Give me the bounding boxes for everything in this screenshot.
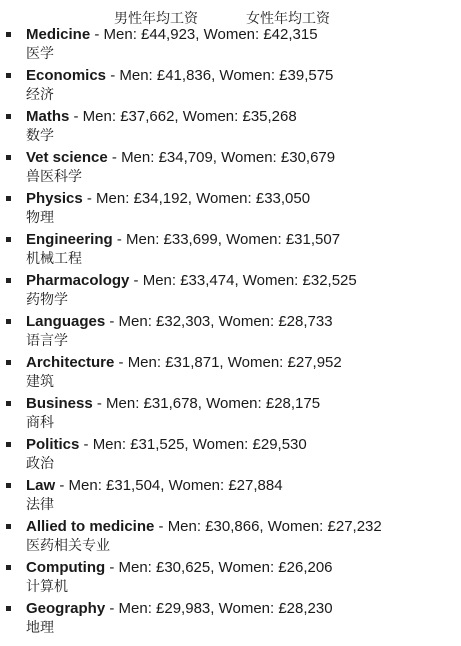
subject-chinese-name: 物理 <box>26 210 54 226</box>
salary-figures: - Men: £32,303, Women: £28,733 <box>105 313 333 330</box>
subject-chinese-name: 医学 <box>26 46 54 62</box>
subject-salary-line <box>26 25 461 45</box>
subject-name: Business <box>26 395 93 412</box>
subject-chinese-name: 医药相关专业 <box>26 538 110 554</box>
subject-name: Computing <box>26 559 106 576</box>
subject-name: Languages <box>26 313 106 330</box>
list-item <box>0 66 461 107</box>
list-item <box>0 517 461 558</box>
salary-figures: - Men: £30,866, Women: £27,232 <box>154 518 382 535</box>
subject-name: Economics <box>26 67 107 84</box>
bullet-icon <box>6 32 11 37</box>
salary-figures: - Men: £30,625, Women: £26,206 <box>105 559 333 576</box>
bullet-icon <box>6 483 11 488</box>
bullet-icon <box>6 73 11 78</box>
subject-salary-line <box>26 148 461 168</box>
salary-figures: - Men: £33,699, Women: £31,507 <box>112 231 341 248</box>
list-item <box>0 189 461 230</box>
subject-name: Geography <box>26 600 106 617</box>
subject-name: Politics <box>26 436 80 453</box>
salary-figures: - Men: £31,525, Women: £29,530 <box>79 436 307 453</box>
salary-figures: - Men: £31,678, Women: £28,175 <box>92 395 321 412</box>
salary-figures: - Men: £31,871, Women: £27,952 <box>114 354 342 371</box>
bullet-icon <box>6 319 11 324</box>
salary-figures: - Men: £31,504, Women: £27,884 <box>55 477 283 494</box>
subject-salary-line <box>26 107 461 127</box>
bullet-icon <box>6 155 11 160</box>
bullet-icon <box>6 442 11 447</box>
subject-salary-line <box>26 476 461 496</box>
list-item <box>0 353 461 394</box>
list-item <box>0 148 461 189</box>
salary-figures: - Men: £34,192, Women: £33,050 <box>82 190 311 207</box>
subject-salary-line <box>26 517 461 537</box>
list-item <box>0 25 461 66</box>
subject-salary-line <box>26 394 461 414</box>
subject-salary-line <box>26 599 461 619</box>
subject-salary-list <box>0 25 461 640</box>
subject-salary-line <box>26 312 461 332</box>
list-item <box>0 599 461 640</box>
salary-figures: - Men: £37,662, Women: £35,268 <box>69 108 297 125</box>
subject-salary-line <box>26 353 461 373</box>
bullet-icon <box>6 237 11 242</box>
subject-name: Medicine <box>26 26 91 43</box>
bullet-icon <box>6 401 11 406</box>
subject-chinese-name: 地理 <box>26 620 54 636</box>
list-item <box>0 312 461 353</box>
subject-chinese-name: 兽医科学 <box>26 169 82 185</box>
subject-name: Architecture <box>26 354 115 371</box>
bullet-icon <box>6 196 11 201</box>
subject-salary-line <box>26 230 461 250</box>
salary-figures: - Men: £29,983, Women: £28,230 <box>105 600 333 617</box>
subject-name: Allied to medicine <box>26 518 155 535</box>
bullet-icon <box>6 114 11 119</box>
salary-figures: - Men: £33,474, Women: £32,525 <box>129 272 357 289</box>
subject-chinese-name: 法律 <box>26 497 54 513</box>
subject-chinese-name: 机械工程 <box>26 251 82 267</box>
list-item <box>0 271 461 312</box>
list-item <box>0 435 461 476</box>
subject-salary-line <box>26 271 461 291</box>
salary-figures: - Men: £41,836, Women: £39,575 <box>106 67 334 84</box>
salary-figures: - Men: £34,709, Women: £30,679 <box>107 149 336 166</box>
women-salary-header: 女性年均工资 <box>246 11 330 27</box>
subject-salary-line <box>26 189 461 209</box>
salary-figures: - Men: £44,923, Women: £42,315 <box>90 26 318 43</box>
bullet-icon <box>6 360 11 365</box>
subject-chinese-name: 计算机 <box>26 579 68 595</box>
men-salary-header: 男性年均工资 <box>114 11 198 27</box>
subject-chinese-name: 建筑 <box>26 374 54 390</box>
subject-name: Engineering <box>26 231 113 248</box>
list-item <box>0 230 461 271</box>
subject-salary-line <box>26 435 461 455</box>
subject-chinese-name: 数学 <box>26 128 54 144</box>
subject-salary-line <box>26 66 461 86</box>
subject-chinese-name: 语言学 <box>26 333 68 349</box>
bullet-icon <box>6 278 11 283</box>
subject-salary-line <box>26 558 461 578</box>
list-item <box>0 558 461 599</box>
subject-name: Pharmacology <box>26 272 130 289</box>
subject-name: Physics <box>26 190 83 207</box>
subject-name: Law <box>26 477 56 494</box>
list-item <box>0 394 461 435</box>
bullet-icon <box>6 524 11 529</box>
subject-name: Vet science <box>26 149 108 166</box>
subject-chinese-name: 商科 <box>26 415 54 431</box>
list-item <box>0 107 461 148</box>
subject-name: Maths <box>26 108 70 125</box>
subject-chinese-name: 药物学 <box>26 292 68 308</box>
subject-chinese-name: 政治 <box>26 456 54 472</box>
bullet-icon <box>6 606 11 611</box>
subject-chinese-name: 经济 <box>26 87 54 103</box>
list-item <box>0 476 461 517</box>
bullet-icon <box>6 565 11 570</box>
